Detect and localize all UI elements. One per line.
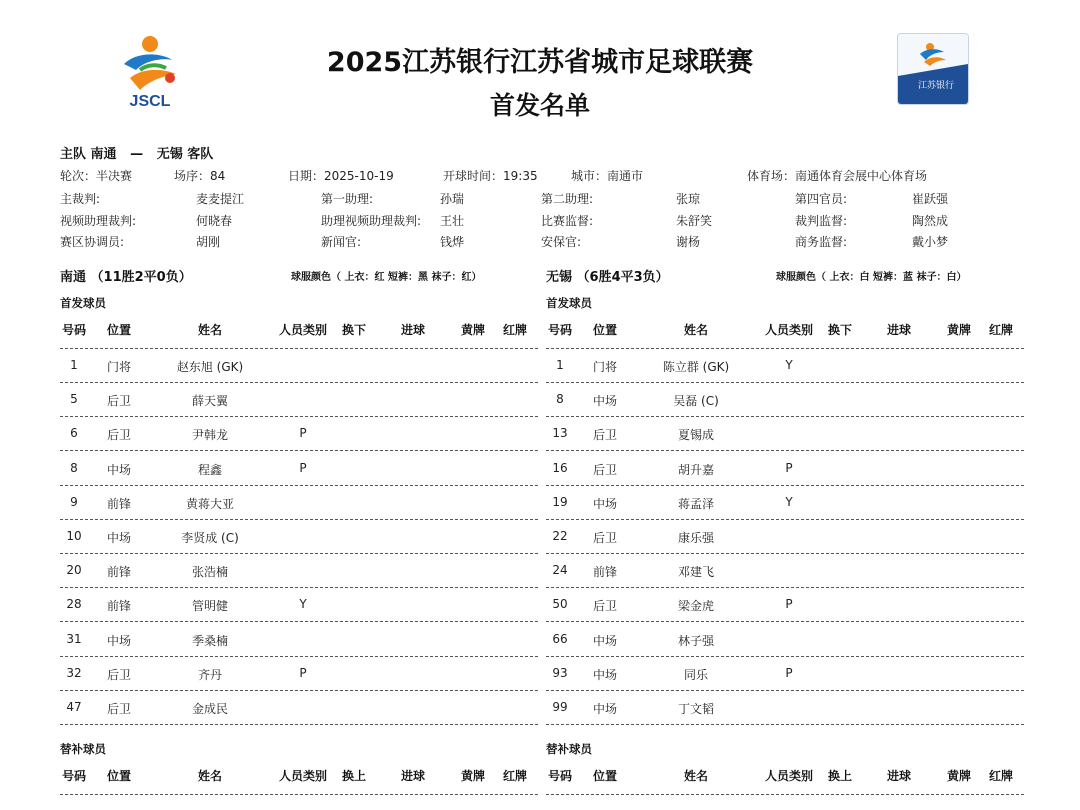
column-header: 姓名 <box>683 323 709 337</box>
player-number: 50 <box>552 597 568 612</box>
player-category: P <box>299 460 307 475</box>
player-name: 程鑫 <box>197 462 223 477</box>
column-header: 黄牌 <box>946 323 972 337</box>
sub-column-header: 换上 <box>827 769 853 783</box>
player-number: 6 <box>70 426 78 441</box>
player-position: 前锋 <box>106 599 132 614</box>
player-position: 后卫 <box>592 531 618 545</box>
player-position: 后卫 <box>106 428 132 443</box>
dashed-divider <box>60 621 538 622</box>
city: 城市：南通市 <box>571 169 644 183</box>
sub-column-header: 红牌 <box>988 769 1014 783</box>
official-name: 何晓春 <box>196 214 233 228</box>
dashed-divider <box>546 416 1024 417</box>
player-category: P <box>299 665 307 680</box>
dashed-divider <box>546 553 1024 554</box>
starters-label: 首发球员 <box>546 296 592 310</box>
official-label: 第二助理: <box>541 192 594 206</box>
player-number: 16 <box>552 460 568 475</box>
player-name: 吴磊 (C) <box>673 394 719 409</box>
column-header: 姓名 <box>197 323 223 337</box>
player-position: 前锋 <box>106 496 132 511</box>
player-name: 黄蒋大亚 <box>185 496 235 511</box>
sub-column-header: 姓名 <box>197 769 223 783</box>
official-name: 谢杨 <box>676 235 701 249</box>
column-header: 人员类别 <box>278 323 328 337</box>
official-label: 新闻官: <box>321 235 362 249</box>
player-position: 后卫 <box>592 599 618 614</box>
sub-column-header: 号码 <box>547 769 573 783</box>
sub-column-header: 进球 <box>400 769 426 783</box>
player-number: 31 <box>66 631 82 646</box>
team-name-record: 南通 （11胜2平0负） <box>60 270 192 285</box>
dashed-divider <box>60 724 538 725</box>
dashed-divider <box>546 587 1024 588</box>
player-name: 康乐强 <box>677 531 715 545</box>
logo-right-text: 江苏银行 <box>917 81 955 91</box>
player-position: 后卫 <box>106 702 132 716</box>
player-name: 赵东旭 (GK) <box>176 360 244 374</box>
player-position: 中场 <box>106 531 132 545</box>
official-label: 助理视频助理裁判: <box>321 214 422 228</box>
title-line1: 2025江苏银行江苏省城市足球联赛 <box>326 47 754 78</box>
sub-column-header: 人员类别 <box>764 769 814 783</box>
sub-column-header: 红牌 <box>502 769 528 783</box>
official-label: 比赛监督: <box>541 214 594 228</box>
player-number: 10 <box>66 529 82 543</box>
sub-column-header: 换上 <box>341 769 367 783</box>
title-line2: 首发名单 <box>489 91 590 120</box>
dashed-divider <box>60 450 538 451</box>
official-label: 商务监督: <box>795 235 848 249</box>
official-label: 第四官员: <box>795 192 848 206</box>
home-team: 南通 <box>90 147 117 162</box>
official-label: 第一助理: <box>321 192 374 206</box>
player-category: P <box>785 597 793 612</box>
player-number: 20 <box>66 563 82 578</box>
column-header: 号码 <box>61 323 87 337</box>
column-header: 进球 <box>400 323 426 337</box>
dashed-divider <box>546 348 1024 349</box>
player-name: 夏锡成 <box>677 428 715 443</box>
player-number: 32 <box>66 665 82 680</box>
official-name: 钱烨 <box>440 235 465 249</box>
bank-logo <box>897 33 969 105</box>
player-number: 5 <box>70 392 78 407</box>
player-number: 19 <box>552 494 568 509</box>
home-label: 主队 <box>60 147 87 162</box>
player-name: 蒋孟泽 <box>677 496 715 511</box>
player-name: 同乐 <box>683 667 709 682</box>
sub-column-header: 人员类别 <box>278 769 328 783</box>
sub-column-header: 姓名 <box>683 769 709 783</box>
player-number: 9 <box>70 494 78 509</box>
player-name: 胡升嘉 <box>677 462 715 477</box>
official-name: 戴小梦 <box>912 235 949 249</box>
player-number: 66 <box>552 631 568 646</box>
player-number: 22 <box>552 529 568 543</box>
dashed-divider <box>546 656 1024 657</box>
column-header: 进球 <box>886 323 912 337</box>
sub-column-header: 位置 <box>592 769 618 783</box>
player-name: 李贤成 (C) <box>181 531 239 545</box>
player-number: 24 <box>552 563 568 578</box>
column-header: 人员类别 <box>764 323 814 337</box>
away-label: 客队 <box>187 147 214 162</box>
player-name: 陈立群 (GK) <box>662 360 730 374</box>
player-position: 中场 <box>106 633 132 648</box>
sub-column-header: 黄牌 <box>460 769 486 783</box>
dashed-divider <box>60 416 538 417</box>
official-name: 张琼 <box>676 192 701 206</box>
logo-left-text: JSCL <box>129 93 171 110</box>
player-name: 邓建飞 <box>677 565 715 580</box>
column-header: 黄牌 <box>460 323 486 337</box>
player-number: 8 <box>556 392 564 407</box>
kickoff: 开球时间：19:35 <box>443 169 538 183</box>
kit-colors: 球服颜色（ 上衣：红 短裤：黑 袜子：红） <box>291 272 482 283</box>
player-number: 1 <box>70 358 78 372</box>
dashed-divider <box>60 794 538 795</box>
player-name: 管明健 <box>191 599 229 614</box>
official-label: 视频助理裁判: <box>60 214 137 228</box>
player-number: 47 <box>66 700 82 714</box>
dashed-divider <box>60 348 538 349</box>
column-header: 换下 <box>341 323 367 337</box>
official-label: 主裁判: <box>60 192 101 206</box>
player-name: 丁文韬 <box>677 702 715 716</box>
dashed-divider <box>546 485 1024 486</box>
sub-column-header: 号码 <box>61 769 87 783</box>
official-name: 崔跃强 <box>912 192 949 206</box>
column-header: 号码 <box>547 323 573 337</box>
sub-column-header: 位置 <box>106 769 132 783</box>
player-position: 中场 <box>592 633 618 648</box>
official-name: 麦麦提江 <box>196 192 245 206</box>
player-position: 后卫 <box>592 428 618 443</box>
sub-column-header: 黄牌 <box>946 769 972 783</box>
player-number: 28 <box>66 597 82 612</box>
column-header: 换下 <box>827 323 853 337</box>
sub-column-header: 进球 <box>886 769 912 783</box>
column-header: 位置 <box>106 323 132 337</box>
player-number: 13 <box>552 426 568 441</box>
player-name: 齐丹 <box>197 667 223 682</box>
player-position: 中场 <box>592 394 618 409</box>
dashed-divider <box>546 690 1024 691</box>
dashed-divider <box>60 485 538 486</box>
player-number: 93 <box>552 665 568 680</box>
player-position: 门将 <box>592 360 618 374</box>
dashed-divider <box>546 724 1024 725</box>
official-label: 裁判监督: <box>795 214 848 228</box>
player-category: P <box>785 460 793 475</box>
round: 轮次：半决赛 <box>60 169 133 183</box>
dashed-divider <box>546 794 1024 795</box>
dashed-divider <box>60 656 538 657</box>
player-category: Y <box>299 597 307 612</box>
away-team: 无锡 <box>156 147 183 162</box>
player-name: 梁金虎 <box>677 599 715 614</box>
dashed-divider <box>546 519 1024 520</box>
player-name: 季桑楠 <box>191 633 229 648</box>
dashed-divider <box>546 621 1024 622</box>
venue: 体育场：南通体育会展中心体育场 <box>747 169 928 183</box>
separator: — <box>130 147 144 162</box>
match-title <box>60 143 213 162</box>
player-position: 中场 <box>106 462 132 477</box>
player-name: 金成民 <box>191 702 229 716</box>
official-name: 朱舒笑 <box>676 214 713 228</box>
column-header: 红牌 <box>502 323 528 337</box>
player-position: 前锋 <box>592 565 618 580</box>
player-position: 后卫 <box>106 667 132 682</box>
player-position: 后卫 <box>592 462 618 477</box>
official-label: 赛区协调员: <box>60 235 125 249</box>
dashed-divider <box>60 553 538 554</box>
dashed-divider <box>60 587 538 588</box>
official-name: 胡刚 <box>196 235 221 249</box>
player-position: 中场 <box>592 702 618 716</box>
official-name: 陶然成 <box>912 214 949 228</box>
player-position: 门将 <box>106 360 132 374</box>
official-name: 王壮 <box>440 214 465 228</box>
dashed-divider <box>546 450 1024 451</box>
player-number: 99 <box>552 700 568 714</box>
subs-label: 替补球员 <box>546 742 592 756</box>
match-no: 场序：84 <box>174 169 226 183</box>
dashed-divider <box>60 519 538 520</box>
player-name: 薛天翼 <box>191 394 229 409</box>
official-label: 安保官: <box>541 235 582 249</box>
player-category: Y <box>785 358 793 372</box>
dashed-divider <box>60 690 538 691</box>
player-position: 前锋 <box>106 565 132 580</box>
starters-label: 首发球员 <box>60 296 106 310</box>
dashed-divider <box>546 382 1024 383</box>
player-name: 张浩楠 <box>191 565 229 580</box>
date: 日期：2025-10-19 <box>288 169 394 183</box>
player-position: 后卫 <box>106 394 132 409</box>
kit-colors: 球服颜色（ 上衣：白 短裤：蓝 袜子：白） <box>776 272 967 283</box>
team-name-record: 无锡 （6胜4平3负） <box>546 270 669 285</box>
player-position: 中场 <box>592 667 618 682</box>
player-number: 1 <box>556 358 564 372</box>
dashed-divider <box>60 382 538 383</box>
subs-label: 替补球员 <box>60 742 106 756</box>
player-position: 中场 <box>592 496 618 511</box>
player-name: 尹韩龙 <box>191 428 229 443</box>
official-name: 孙瑞 <box>440 192 465 206</box>
player-name: 林子强 <box>677 633 715 648</box>
player-category: P <box>299 426 307 441</box>
player-number: 8 <box>70 460 78 475</box>
player-category: P <box>785 665 793 680</box>
column-header: 红牌 <box>988 323 1014 337</box>
player-category: Y <box>785 494 793 509</box>
column-header: 位置 <box>592 323 618 337</box>
